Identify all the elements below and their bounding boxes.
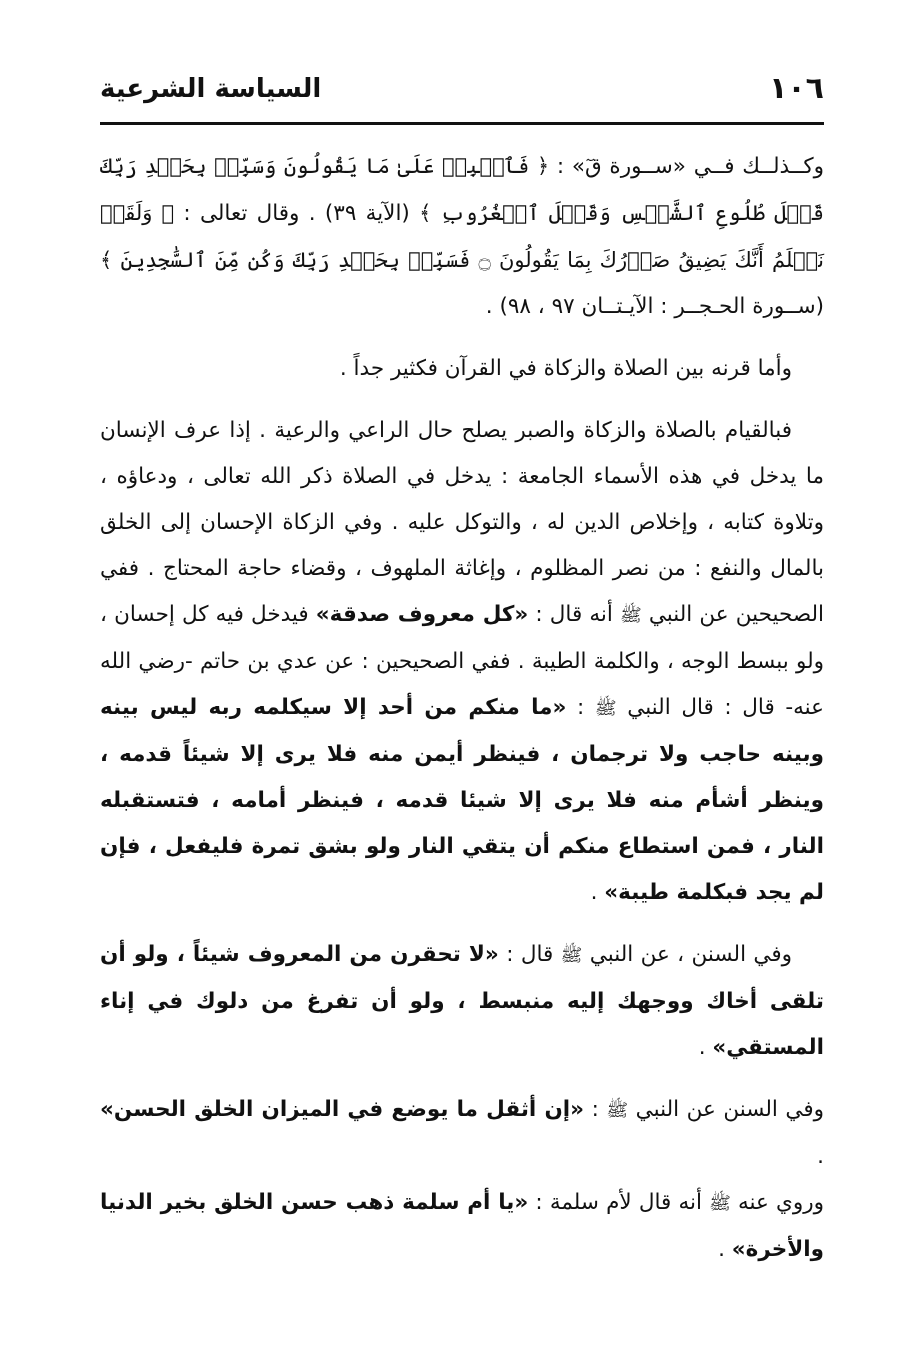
p2-text: وأما قرنه بين الصلاة والزكاة في القرآن فكثير جداً . — [339, 356, 792, 381]
body-text — [100, 143, 824, 1273]
p3-text-e: : — [566, 695, 595, 720]
p4-text-b: قال : — [498, 942, 561, 967]
paragraph-6 — [100, 1180, 824, 1273]
p4-text-a: وفي السنن ، عن النبي — [582, 942, 793, 967]
paragraph-3 — [100, 408, 824, 916]
p4-text-d: . — [698, 1035, 713, 1060]
hadith-quote: «ما منكم من أحد إلا سيكلمه ربه ليس بينه وبينه حاجب ولا ترجمان ، فينظر أيمن منه فلا يرى إلا شيئاً قدمه ، وينظر أشأم منه فلا يرى إلا شيئا قدمه ، فينظر أمامه ، فتستقبله النار ، فمن استطاع منكم أن يتقي النار ولو بشق تمرة فليفعل ، فإن لم يجد فبكلمة طيبة» — [100, 695, 824, 905]
salawat-symbol: ﷺ — [709, 1193, 731, 1214]
p3-text-d: فيدخل فيه كل إحسان ، ولو ببسط الوجه ، والكلمة الطيبة . ففي الصحيحين : عن عدي بن حاتم -رضي الله عنه- قال : قال النبي — [100, 602, 824, 720]
running-title: السياسة الشرعية — [100, 74, 322, 104]
header-rule — [100, 122, 824, 125]
p3-text-a: فبالقيام بالصلاة والزكاة والصبر يصلح حال الراعي والرعية . إذا عرف الإنسان ما يدخل في هذه الأسماء الجامعة : يدخل في الصلاة ذكر الله تعالى ، ودعاؤه ، وتلاوة كتابه ، وإخلاص الدين له ، والتوكل عليه . وفي الزكاة الإحسان إلى الخلق بالمال والنفع : من نصر المظلوم ، وإغاثة الملهوف ، وقضاء حاجة المحتاج . ففي الصحيحين عن النبي — [100, 418, 824, 627]
salawat-symbol: ﷺ — [606, 1100, 629, 1121]
paragraph-2 — [100, 346, 824, 392]
p1-reference: (الآية ٣٩) . وقال تعالى : — [174, 201, 420, 226]
p3-text-g: . — [590, 880, 605, 905]
paragraph-5 — [100, 1087, 824, 1180]
p5-text-b: : — [584, 1097, 607, 1122]
p5-text-d: . — [817, 1144, 824, 1169]
p6-text-d: . — [718, 1237, 732, 1262]
p5-text-a: وفي السنن عن النبي — [628, 1097, 825, 1122]
salawat-symbol: ﷺ — [619, 605, 642, 626]
paragraph-4 — [100, 932, 824, 1071]
p6-text-a: وروي عنه — [730, 1190, 824, 1215]
quran-verse-qaf: ﴿ فَٱصۡبِرۡ عَلَىٰ مَا يَقُولُونَ وَسَبِّحۡ بِحَمۡدِ رَبِّكَ قَبۡلَ طُلُوعِ ٱلشَّمۡسِ وَقَبۡلَ ٱلۡغُرُوبِ ﴾ — [100, 154, 824, 225]
hadith-quote: «يا أم سلمة ذهب حسن الخلق بخير الدنيا والأخرة» — [100, 1190, 824, 1262]
p6-text-b: أنه قال لأم سلمة : — [528, 1190, 710, 1215]
paragraph-1 — [100, 143, 824, 330]
quran-verse-hijr: ﴿ وَلَقَدۡ نَعۡلَمُ أَنَّكَ يَضِيقُ صَدۡرُكَ بِمَا يَقُولُونَ ۝ فَسَبِّحۡ بِحَمۡدِ رَبِّكَ وَكُن مِّنَ ٱلسَّٰجِدِينَ ﴾ — [100, 201, 824, 272]
hadith-quote: «إن أثقل ما يوضع في الميزان الخلق الحسن» — [100, 1097, 585, 1122]
p1-intro: وكــذلــك فــي «ســورة قٓ» : — [549, 154, 824, 179]
hadith-quote: «لا تحقرن من المعروف شيئاً ، ولو أن تلقى أخاك ووجهك إليه منبسط ، ولو أن تفرغ من دلوك في إناء المستقي» — [100, 942, 824, 1060]
salawat-symbol: ﷺ — [560, 945, 583, 966]
page-header — [100, 60, 824, 118]
book-page — [100, 60, 824, 1289]
p1-hijr-reference: (ســورة الحـجــر : الآيـتــان ٩٧ ، ٩٨) . — [485, 294, 824, 319]
hadith-quote: «كل معروف صدقة» — [315, 602, 529, 627]
salawat-symbol: ﷺ — [594, 698, 617, 719]
p3-text-b: أنه قال : — [528, 602, 620, 627]
page-number: ١٠٦ — [769, 71, 824, 106]
